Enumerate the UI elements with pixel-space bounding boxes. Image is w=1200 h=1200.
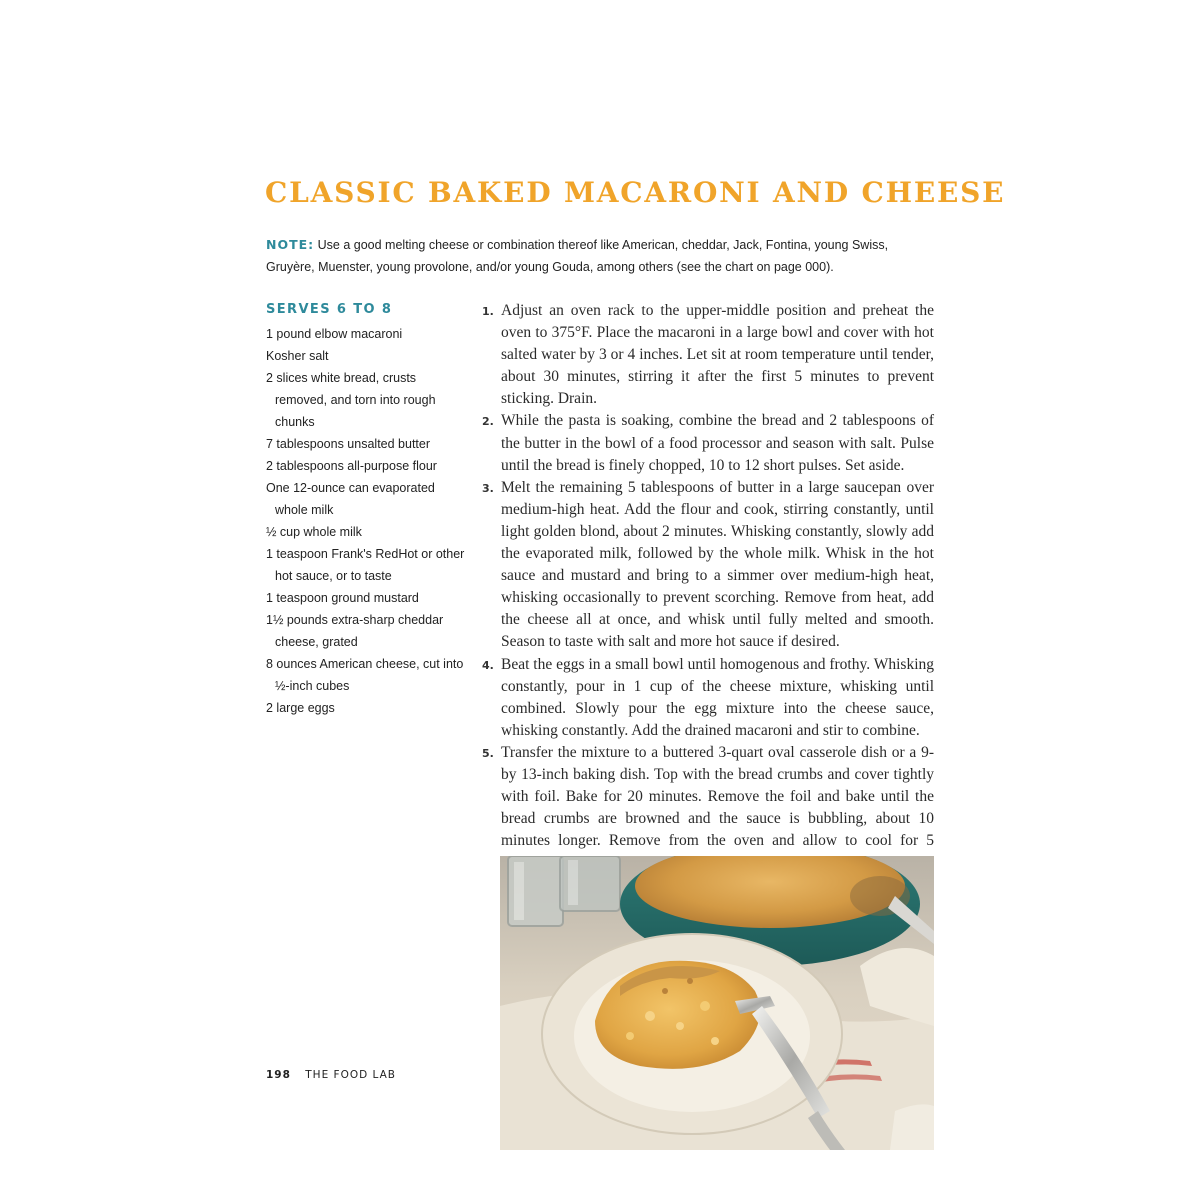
method-step [482,410,934,476]
method-step [482,300,934,410]
step-text: Beat the eggs in a small bowl until homogenous and frothy. Whisking constantly, pour in 1 cup of the cheese mixture, whisking until combined. Slowly pour the egg mixture into the cheese sauce, whisking constantly. Add the drained macaroni and stir to combine. [501,655,934,739]
napkin [890,1104,934,1150]
servings-heading: SERVES 6 TO 8 [266,302,393,317]
ingredient-item: 2 large eggs [266,701,335,715]
step-number: 2. [482,415,494,429]
ingredient-item: 1 pound elbow macaroni [266,327,403,341]
ingredient-item: Kosher salt [266,349,329,363]
step-text: Transfer the mixture to a buttered 3-quart oval casserole dish or a 9- by 13-inch baking dish. Top with the bread crumbs and cover tightly with foil. Bake for 20 minutes. Remove the foil and bake until the bread crumbs are browned and the sauce is bubbling, about 10 minutes longer. Remove from the oven and allow to cool for 5 [501,743,934,850]
mac-and-cheese-photo [500,856,934,1150]
water-glass [508,856,563,926]
book-title: THE FOOD LAB [305,1069,397,1081]
ingredient-item: 1 teaspoon Frank's RedHot or other hot sauce, or to taste [266,547,465,583]
step-text: While the pasta is soaking, combine the bread and 2 tablespoons of the butter in the bowl of a food processor and season with salt. Pulse until the bread is finely chopped, 10 to 12 short pulses. Set aside. [501,412,934,474]
ingredient-item: 1½ pounds extra-sharp cheddar cheese, grated [266,613,444,649]
method-steps [482,300,934,874]
recipe-note [266,234,926,278]
ingredient-item: 7 tablespoons unsalted butter [266,437,431,451]
ingredient-list [266,323,466,719]
water-glass [560,856,620,911]
note-label: NOTE: [266,237,315,252]
step-number: 3. [482,481,494,495]
method-step [482,477,934,654]
method-step [482,742,934,875]
recipe-title: CLASSIC BAKED MACARONI AND CHEESE [265,176,1006,209]
step-number: 5. [482,746,494,760]
step-number: 1. [482,305,494,318]
note-text: Use a good melting cheese or combination thereof like American, cheddar, Jack, Fontina, young Swiss, Gruyère, Muenster, young provolone, and/or young Gouda, among others (see the chart on page 000). [266,238,889,274]
step-text: Melt the remaining 5 tablespoons of butter in a large saucepan over medium-high heat. Add the flour and cook, stirring constantly, until light golden blond, about 2 minutes. Whisking constantly, slowly add the evaporated milk, followed by the whole milk. Whisk in the hot sauce and mustard and bring to a simmer over medium-high heat, whisking occasionally to prevent scorching. Remove from heat, add the cheese all at once, and whisk until fully melted and smooth. Season to taste with salt and more hot sauce if desired. [501,478,934,651]
page-number: 198 [266,1069,291,1081]
ingredient-item: 8 ounces American cheese, cut into ½-inch cubes [266,657,464,693]
ingredient-item: One 12-ounce can evaporated whole milk [266,481,435,517]
ingredient-item: 1 teaspoon ground mustard [266,591,419,605]
method-step [482,654,934,742]
step-number: 4. [482,658,494,672]
step-text: Adjust an oven rack to the upper-middle position and preheat the oven to 375°F. Place the macaroni in a large bowl and cover with hot salted water by 3 or 4 inches. Let sit at room temperature until tender, about 30 minutes, stirring it after the first 5 minutes to prevent sticking. Drain. [501,302,934,408]
ingredient-item: 2 slices white bread, crusts removed, and torn into rough chunks [266,371,436,429]
ingredient-item: ½ cup whole milk [266,525,362,539]
page-footer [266,1069,396,1081]
ingredient-item: 2 tablespoons all-purpose flour [266,459,437,473]
